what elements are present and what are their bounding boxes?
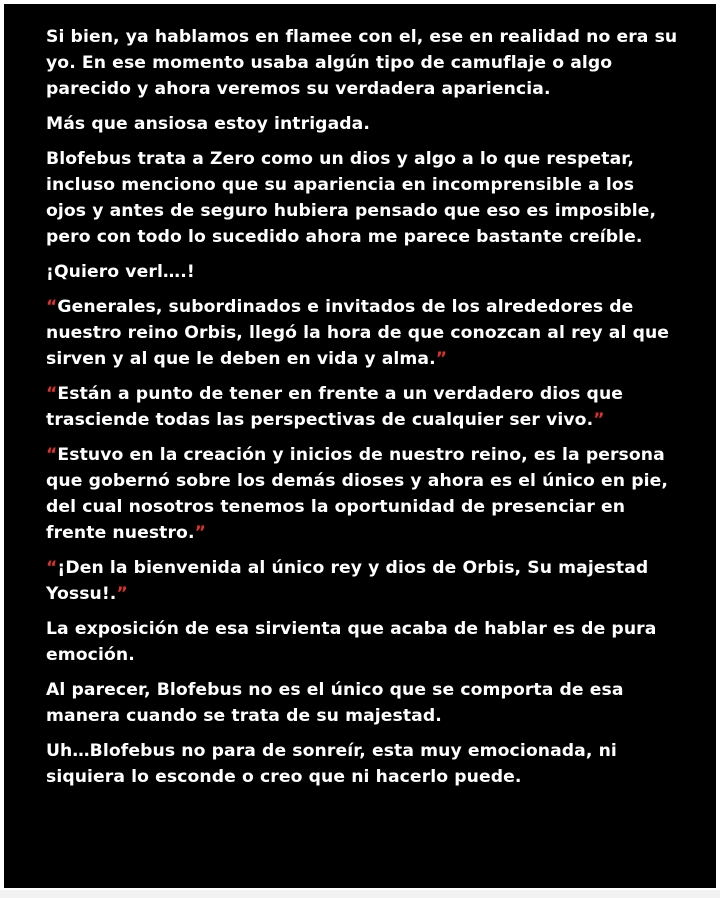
- paragraph-text: Al parecer, Blofebus no es el único que se comporta de esa manera cuando se trata de su majestad.: [46, 680, 624, 726]
- paragraph-1: [46, 24, 680, 102]
- bottom-edge: [0, 890, 720, 898]
- open-quote: “: [46, 445, 58, 465]
- dialogue-paragraph-4: [46, 555, 680, 607]
- dialogue-text: Generales, subordinados e invitados de los alrededores de nuestro reino Orbis, llegó la hora de que conozcan al rey al que sirven y al que le deben en vida y alma.: [46, 297, 670, 369]
- paragraph-text: Blofebus trata a Zero como un dios y algo a lo que respetar, incluso menciono que su apariencia en incomprensible a los ojos y antes de seguro hubiera pensado que eso es imposible, pero con todo lo sucedido ahora me parece bastante creíble.: [46, 149, 657, 247]
- paragraph-text: Uh…Blofebus no para de sonreír, esta muy emocionada, ni siquiera lo esconde o creo que ni hacerlo puede.: [46, 741, 617, 787]
- paragraph-text: La exposición de esa sirvienta que acaba de hablar es de pura emoción.: [46, 619, 657, 665]
- paragraph-text: Si bien, ya hablamos en flamee con el, ese en realidad no era su yo. En ese momento usaba algún tipo de camuflaje o algo parecido y ahora veremos su verdadera apariencia.: [46, 27, 678, 99]
- close-quote: ”: [435, 349, 448, 369]
- dialogue-paragraph-2: [46, 381, 680, 433]
- paragraph-10: [46, 677, 680, 729]
- open-quote: “: [46, 384, 58, 404]
- dialogue-text: ¡Den la bienvenida al único rey y dios de Orbis, Su majestad Yossu!.: [46, 558, 649, 604]
- dialogue-text: Están a punto de tener en frente a un verdadero dios que trasciende todas las perspectivas de cualquier ser vivo.: [46, 384, 624, 430]
- paragraph-9: [46, 616, 680, 668]
- dialogue-paragraph-3: [46, 442, 680, 546]
- story-page: [4, 4, 716, 888]
- paragraph-4: [46, 259, 680, 285]
- close-quote: ”: [116, 584, 128, 604]
- close-quote: ”: [593, 410, 605, 430]
- paragraph-text: ¡Quiero verl….!: [46, 262, 195, 282]
- dialogue-paragraph-1: [46, 294, 680, 372]
- dialogue-text: Estuvo en la creación y inicios de nuestro reino, es la persona que gobernó sobre los demás dioses y ahora es el único en pie, del cual nosotros tenemos la oportunidad de presenciar en frente nuestro.: [46, 445, 669, 543]
- paragraph-2: [46, 111, 680, 137]
- paragraph-11: [46, 738, 680, 790]
- open-quote: “: [46, 558, 58, 578]
- paragraph-text: Más que ansiosa estoy intrigada.: [46, 114, 371, 134]
- paragraph-3: [46, 146, 680, 250]
- open-quote: “: [46, 297, 58, 317]
- close-quote: ”: [194, 523, 206, 543]
